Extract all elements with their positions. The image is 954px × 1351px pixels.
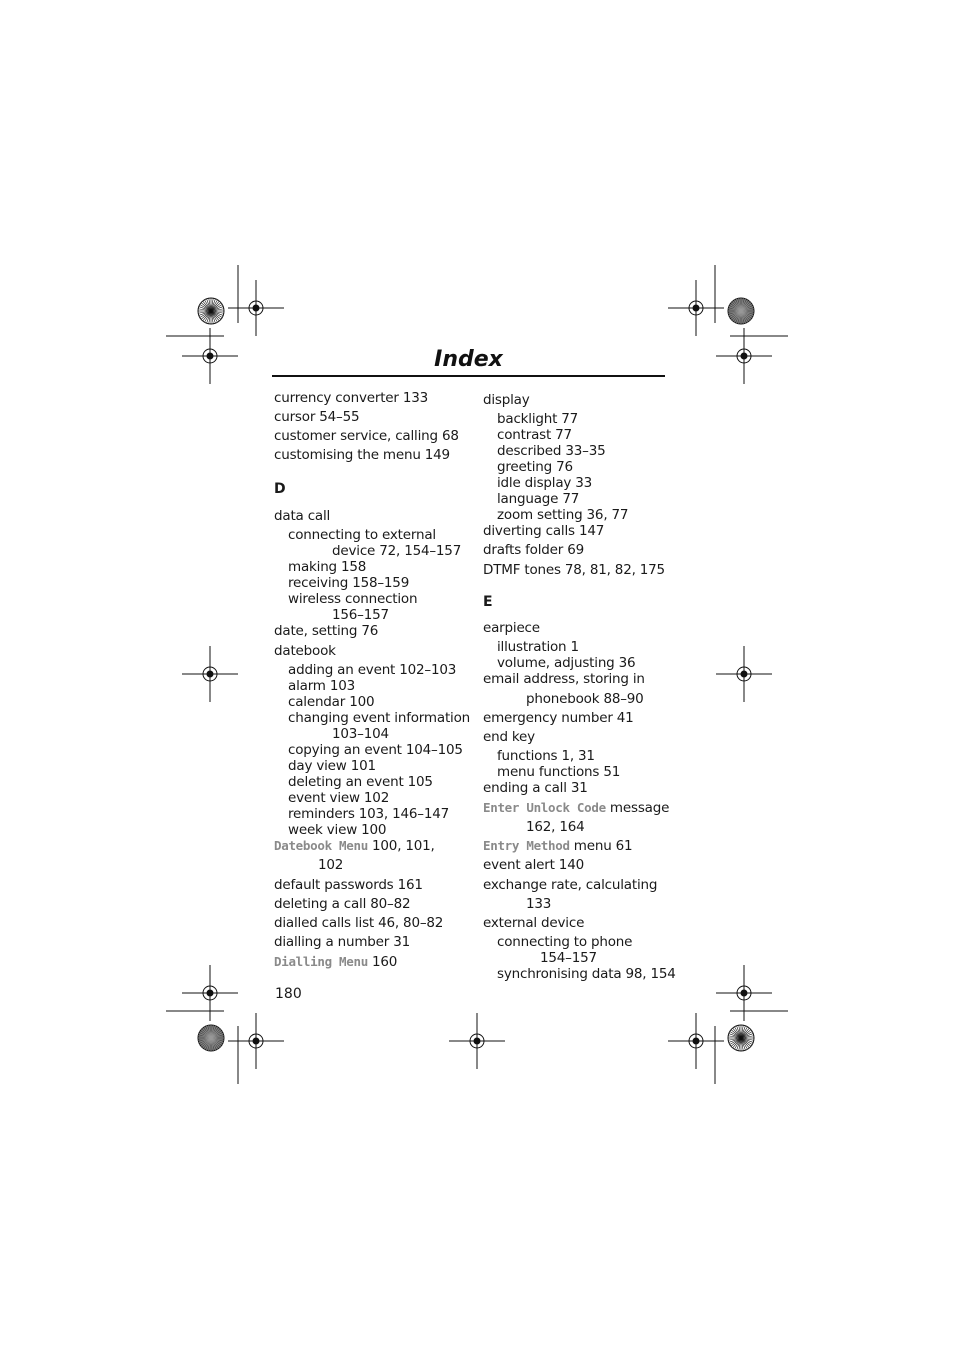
entry-text: connecting to external xyxy=(288,527,436,543)
entry-text: described 33–35 xyxy=(497,443,606,459)
star-target-mark xyxy=(728,298,754,324)
entry-text: menu 61 xyxy=(569,838,633,854)
entry-text: week view 100 xyxy=(288,822,387,838)
entry-text: 103–104 xyxy=(332,726,389,742)
entry-text: date, setting 76 xyxy=(274,623,379,639)
entry-text: event alert 140 xyxy=(483,857,584,873)
entry-text: illustration 1 xyxy=(497,639,579,655)
entry-text: idle display 33 xyxy=(497,475,593,491)
entry-text: dialling a number 31 xyxy=(274,934,410,950)
menu-term: Enter Unlock Code xyxy=(483,800,606,815)
entry-text: 162, 164 xyxy=(526,819,585,835)
entry-text: data call xyxy=(274,508,331,524)
entry-text: 154–157 xyxy=(540,950,597,966)
section-letter: D xyxy=(274,481,286,497)
entry-text: reminders 103, 146–147 xyxy=(288,806,450,822)
entry-text: email address, storing in xyxy=(483,671,645,687)
entry-text: datebook xyxy=(274,643,336,659)
entry-text: end key xyxy=(483,729,535,745)
entry-text: 100, 101, xyxy=(367,838,435,854)
entry-text: menu functions 51 xyxy=(497,764,621,780)
entry-text: cursor 54–55 xyxy=(274,409,360,425)
entry-text: volume, adjusting 36 xyxy=(497,655,636,671)
entry-text: drafts folder 69 xyxy=(483,542,584,558)
star-target-mark xyxy=(728,1025,754,1051)
entry-text: copying an event 104–105 xyxy=(288,742,463,758)
menu-term: Entry Method xyxy=(483,838,570,853)
entry-text: customer service, calling 68 xyxy=(274,428,459,444)
entry-text: display xyxy=(483,392,530,408)
entry-text: wireless connection xyxy=(288,591,418,607)
entry-text: ending a call 31 xyxy=(483,780,588,796)
entry-text: customising the menu 149 xyxy=(274,447,450,463)
entry-text: deleting a call 80–82 xyxy=(274,896,411,912)
entry-text: 102 xyxy=(318,857,344,873)
entry-text: phonebook 88–90 xyxy=(526,691,644,707)
entry-text: external device xyxy=(483,915,585,931)
menu-term: Datebook Menu xyxy=(274,838,368,853)
entry-text: greeting 76 xyxy=(497,459,573,475)
entry-text: calendar 100 xyxy=(288,694,375,710)
section-letter: E xyxy=(483,594,493,610)
entry-text: functions 1, 31 xyxy=(497,748,595,764)
entry-text: adding an event 102–103 xyxy=(288,662,457,678)
entry-text: day view 101 xyxy=(288,758,376,774)
entry-text: backlight 77 xyxy=(497,411,579,427)
entry-text: DTMF tones 78, 81, 82, 175 xyxy=(483,562,665,578)
star-target-mark xyxy=(198,298,224,324)
entry-text: earpiece xyxy=(483,620,540,636)
entry-text: 160 xyxy=(367,954,398,970)
star-target-mark xyxy=(198,1025,224,1051)
entry-text: device 72, 154–157 xyxy=(332,543,462,559)
entry-text: changing event information xyxy=(288,710,471,726)
page-title: Index xyxy=(434,347,503,372)
entry-text: connecting to phone xyxy=(497,934,633,950)
page-number: 180 xyxy=(275,986,302,1002)
menu-term: Dialling Menu xyxy=(274,954,368,969)
entry-text: emergency number 41 xyxy=(483,710,634,726)
entry-text: zoom setting 36, 77 xyxy=(497,507,629,523)
entry-text: exchange rate, calculating xyxy=(483,877,658,893)
entry-text: event view 102 xyxy=(288,790,390,806)
entry-text: 156–157 xyxy=(332,607,389,623)
entry-text: receiving 158–159 xyxy=(288,575,410,591)
entry-text: message xyxy=(605,800,670,816)
entry-text: making 158 xyxy=(288,559,367,575)
entry-text: default passwords 161 xyxy=(274,877,423,893)
entry-text: 133 xyxy=(526,896,552,912)
entry-text: contrast 77 xyxy=(497,427,572,443)
entry-text: diverting calls 147 xyxy=(483,523,605,539)
entry-text: synchronising data 98, 154 xyxy=(497,966,676,982)
entry-text: deleting an event 105 xyxy=(288,774,433,790)
entry-text: alarm 103 xyxy=(288,678,356,694)
entry-text: dialled calls list 46, 80–82 xyxy=(274,915,444,931)
entry-text: language 77 xyxy=(497,491,580,507)
entry-text: currency converter 133 xyxy=(274,390,429,406)
